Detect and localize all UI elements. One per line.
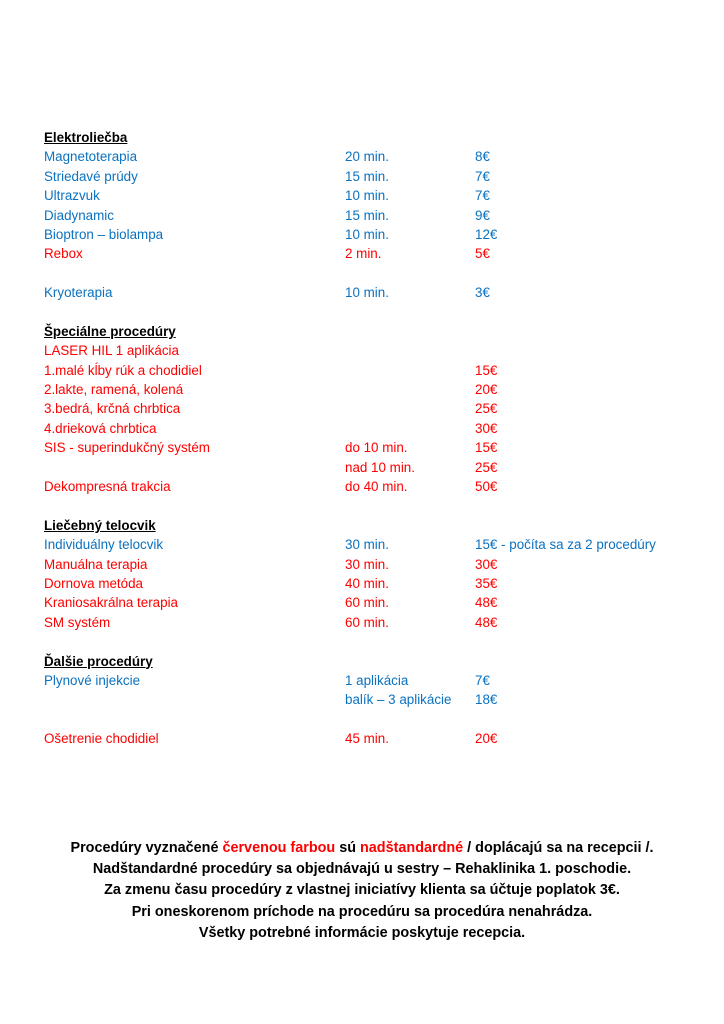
procedure-row [44,341,704,360]
procedure-name: 2.lakte, ramená, kolená [44,382,184,398]
procedure-price: 20€ [475,731,498,747]
section [44,128,704,303]
procedure-price: 48€ [475,595,498,611]
procedure-duration: 45 min. [345,731,389,747]
procedure-duration: 60 min. [345,595,389,611]
procedure-name: 4.drieková chrbtica [44,420,157,436]
procedure-row [44,535,704,554]
procedure-name: Rebox [44,246,83,262]
procedure-duration: 60 min. [345,614,389,630]
procedure-row [44,690,704,709]
section-spacer [44,632,704,651]
note-line [0,838,724,859]
procedure-name: Manuálna terapia [44,556,148,572]
section-heading: Špeciálne procedúry [44,323,176,339]
procedure-price: 8€ [475,149,490,165]
procedure-price: 30€ [475,556,498,572]
procedure-price: 9€ [475,207,490,223]
procedure-row [44,147,704,166]
note-line [0,902,724,923]
procedure-duration: 20 min. [345,149,389,165]
procedure-price: 20€ [475,382,498,398]
section [44,496,704,632]
procedure-name: Dekompresná trakcia [44,479,171,495]
section [44,303,704,497]
procedure-price: 15€ [475,440,498,456]
procedure-name: Ultrazvuk [44,188,100,204]
procedure-row [44,458,704,477]
row-spacer [44,710,704,729]
section [44,632,704,748]
procedure-name: Individuálny telocvik [44,537,164,553]
row-spacer [44,264,704,283]
procedure-name: LASER HIL 1 aplikácia [44,343,179,359]
procedure-name: Ošetrenie chodidiel [44,731,159,747]
procedure-duration: 15 min. [345,207,389,223]
procedure-price: 25€ [475,459,498,475]
procedure-duration: 10 min. [345,188,389,204]
procedure-row [44,380,704,399]
procedure-price-list [44,128,704,749]
procedure-row [44,613,704,632]
procedure-row [44,283,704,302]
procedure-row [44,729,704,748]
note-highlight: nadštandardné [360,840,464,856]
procedure-duration: 15 min. [345,168,389,184]
procedure-price: 50€ [475,479,498,495]
procedure-row [44,361,704,380]
procedure-price: 30€ [475,420,498,436]
procedure-name: Striedavé prúdy [44,168,138,184]
procedure-duration: 30 min. [345,537,389,553]
procedure-price: 7€ [475,168,490,184]
procedure-row [44,225,704,244]
note-text: Všetky potrebné informácie poskytuje recepcia. [198,924,526,941]
procedure-row [44,593,704,612]
procedure-row [44,419,704,438]
note-line [0,880,724,901]
procedure-price: 7€ [475,188,490,204]
procedure-row [44,167,704,186]
procedure-name: Plynové injekcie [44,672,141,688]
procedure-row [44,186,704,205]
note-text: Nadštandardné procedúry sa objednávajú u sestry – Rehaklinika 1. poschodie. [92,861,632,878]
procedure-price: 48€ [475,614,498,630]
procedure-duration: do 10 min. [345,440,408,456]
note-text: / doplácajú sa na recepcii /. [463,840,654,856]
note-text: sú [335,840,361,856]
procedure-row [44,244,704,263]
procedure-row [44,206,704,225]
section-heading: Ďalšie procedúry [44,653,153,669]
note-line [0,923,724,944]
section-heading: Elektroliečba [44,130,128,145]
procedure-duration: nad 10 min. [345,459,415,475]
procedure-name: SM systém [44,614,111,630]
note-text: Procedúry vyznačené [70,840,223,856]
procedure-duration: balík – 3 aplikácie [345,692,452,708]
section-spacer [44,496,704,515]
procedure-row [44,671,704,690]
section-spacer [44,303,704,322]
procedure-price: 15€ - počíta sa za 2 procedúry [475,537,656,553]
footer-notes [0,838,724,944]
procedure-duration: 2 min. [345,246,382,262]
procedure-name: Magnetoterapia [44,149,138,165]
procedure-name: Diadynamic [44,207,114,223]
procedure-duration: 10 min. [345,285,389,301]
procedure-price: 7€ [475,672,490,688]
procedure-row [44,399,704,418]
procedure-row [44,574,704,593]
procedure-duration: do 40 min. [345,479,408,495]
procedure-name: Kryoterapia [44,285,113,301]
procedure-price: 15€ [475,362,498,378]
procedure-name: 3.bedrá, krčná chrbtica [44,401,181,417]
procedure-name: Kraniosakrálna terapia [44,595,178,611]
procedure-duration: 30 min. [345,556,389,572]
procedure-price: 3€ [475,285,490,301]
procedure-price: 35€ [475,575,498,591]
procedure-name: SIS - superindukčný systém [44,440,210,456]
procedure-price: 18€ [475,692,498,708]
procedure-price: 5€ [475,246,490,262]
note-text: Za zmenu času procedúry z vlastnej iniciatívy klienta sa účtuje poplatok 3€. [104,882,620,899]
procedure-price: 25€ [475,401,498,417]
procedure-name: 1.malé kĺby rúk a chodidiel [44,362,202,378]
procedure-duration: 40 min. [345,575,389,591]
procedure-row [44,477,704,496]
procedure-duration: 1 aplikácia [345,672,409,688]
procedure-price: 12€ [475,226,498,242]
note-line [0,859,724,880]
note-text: Pri oneskorenom príchode na procedúru sa procedúra nenahrádza. [131,903,593,920]
note-highlight: červenou farbou [222,840,336,856]
procedure-duration: 10 min. [345,226,389,242]
procedure-name: Bioptron – biolampa [44,226,164,242]
section-heading: Liečebný telocvik [44,517,156,533]
procedure-row [44,555,704,574]
procedure-name: Dornova metóda [44,575,143,591]
procedure-row [44,438,704,457]
